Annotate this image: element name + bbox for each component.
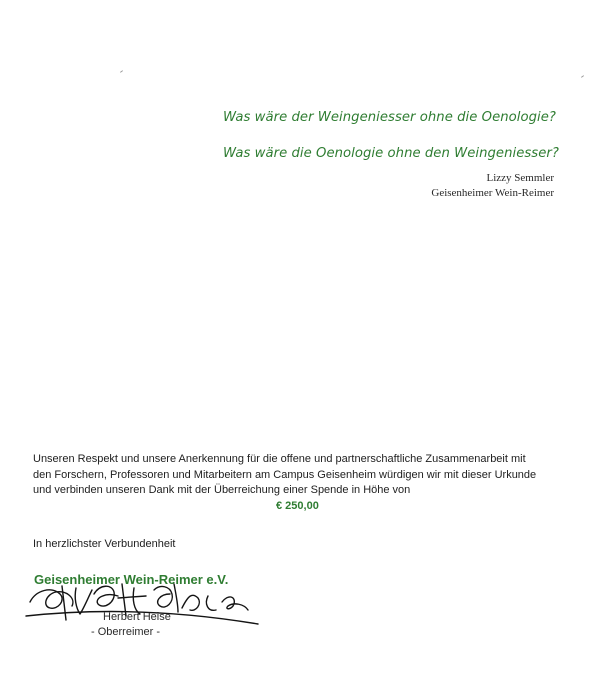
signature-stroke bbox=[26, 612, 258, 624]
signature-stroke bbox=[94, 586, 118, 606]
signature-stroke bbox=[222, 597, 248, 610]
attribution-affiliation: Geisenheimer Wein-Reimer bbox=[431, 187, 554, 199]
scan-speck bbox=[120, 70, 123, 73]
signature-stroke bbox=[154, 587, 172, 608]
handwritten-signature bbox=[22, 580, 272, 630]
signature-stroke bbox=[118, 596, 146, 598]
quote-line-2: Was wäre die Oenologie ohne den Weingeniesser? bbox=[223, 146, 559, 161]
attribution-name: Lizzy Semmler bbox=[486, 172, 554, 184]
signer-role: - Oberreimer - bbox=[91, 626, 161, 638]
signature-stroke bbox=[62, 586, 66, 620]
dedication-text bbox=[33, 452, 573, 499]
signature-stroke bbox=[174, 584, 178, 612]
signature-stroke bbox=[75, 588, 92, 614]
dedication-line-3: und verbinden unseren Dank mit der Überreichung einer Spende in Höhe von bbox=[33, 484, 411, 496]
signature-stroke bbox=[206, 596, 216, 610]
scan-speck bbox=[581, 75, 584, 78]
signature-stroke bbox=[182, 595, 199, 610]
dedication-line-1: Unseren Respekt und unsere Anerkennung für die offene und partnerschaftliche Zusammenarbeit mit bbox=[33, 453, 526, 465]
signature-stroke bbox=[133, 588, 140, 614]
closing-greeting: In herzlichster Verbundenheit bbox=[33, 538, 176, 550]
organization-name: Geisenheimer Wein-Reimer e.V. bbox=[34, 572, 229, 587]
donation-amount: € 250,00 bbox=[276, 500, 319, 512]
quote-line-1: Was wäre der Weingeniesser ohne die Oenologie? bbox=[223, 110, 556, 125]
signer-name: Herbert Heise bbox=[103, 611, 171, 623]
dedication-line-2: den Forschern, Professoren und Mitarbeitern am Campus Geisenheim würdigen wir mit dieser Urkunde bbox=[33, 468, 537, 481]
signature-stroke bbox=[30, 590, 73, 608]
